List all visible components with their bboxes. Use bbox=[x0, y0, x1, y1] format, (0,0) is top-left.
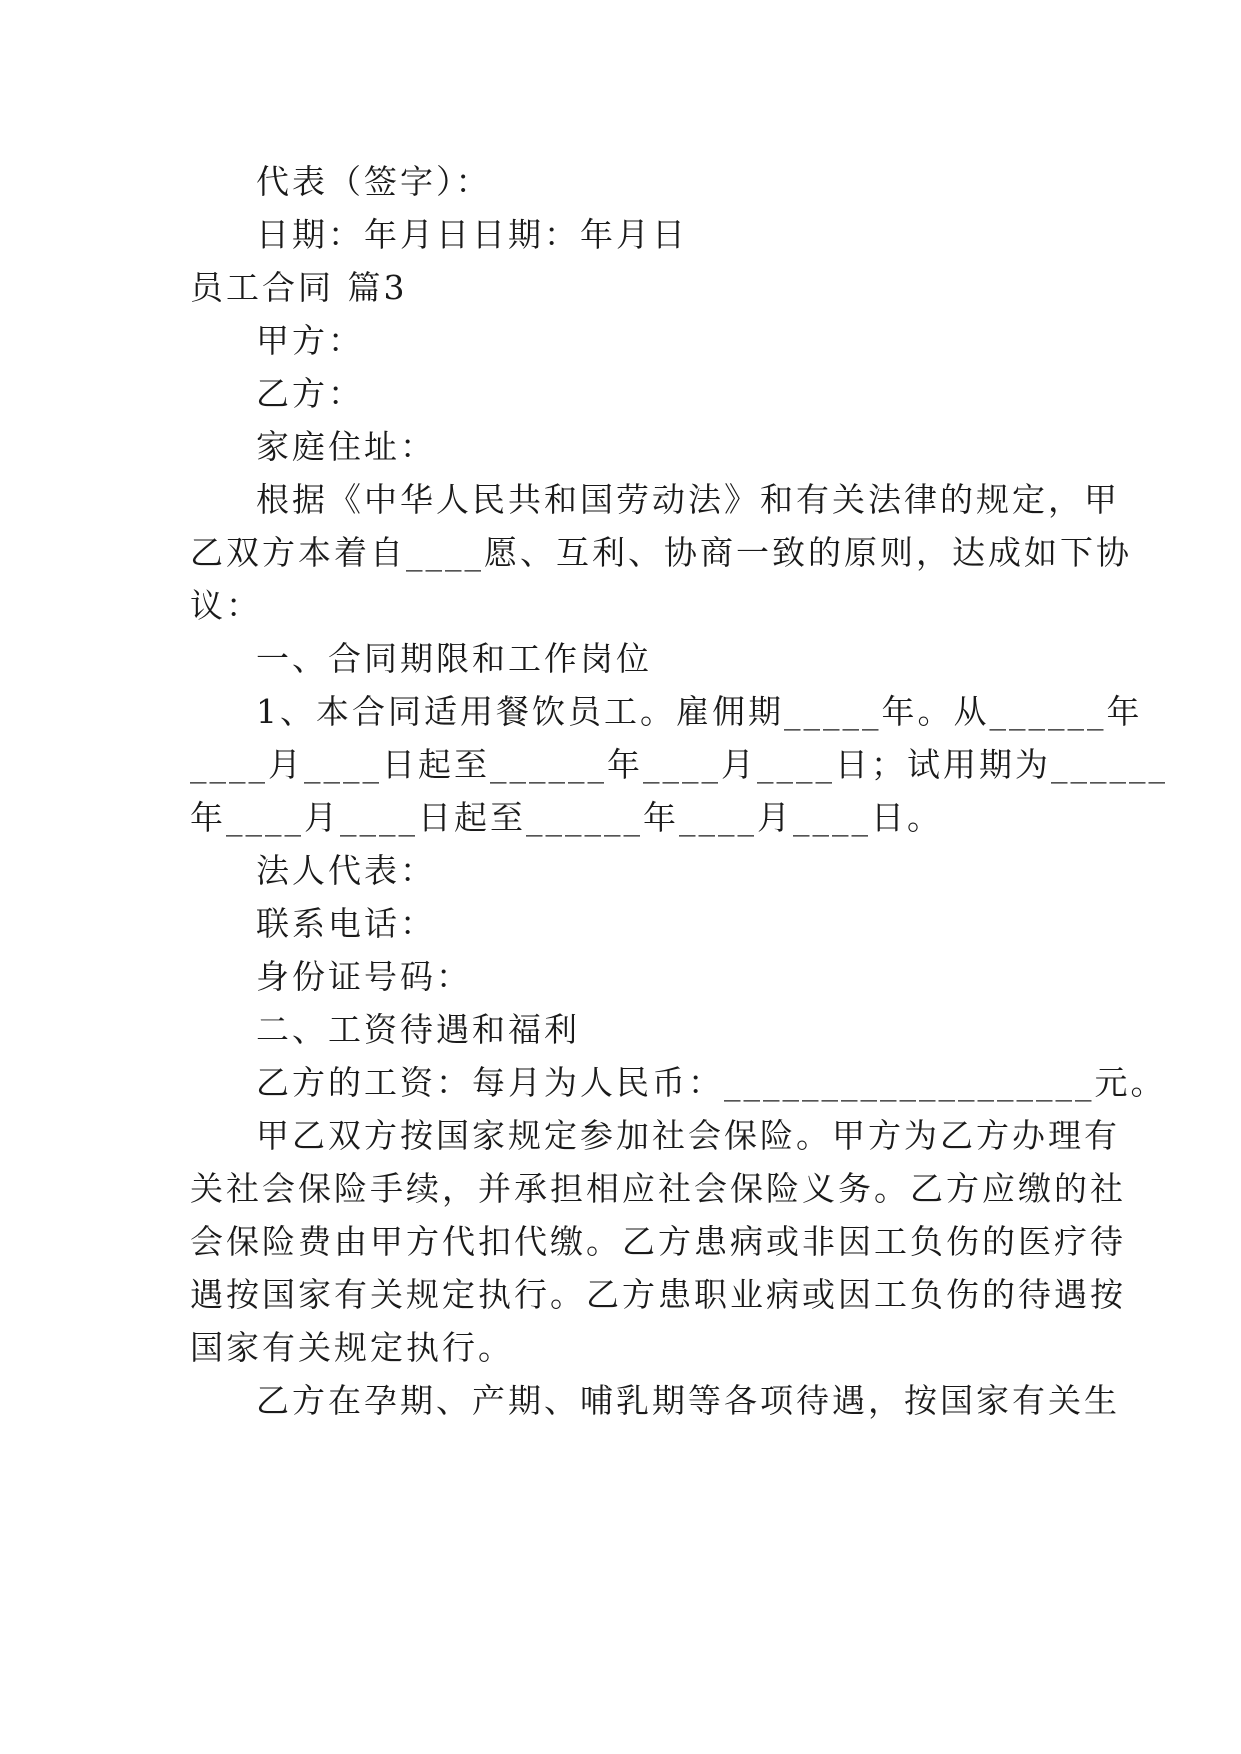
article-1-title: 一、合同期限和工作岗位 bbox=[256, 639, 652, 678]
clause-1-line-2: ____月____日起至______年____月____日；试用期为______ bbox=[190, 745, 1168, 784]
maternity-line-1: 乙方在孕期、产期、哺乳期等各项待遇，按国家有关生 bbox=[256, 1381, 1120, 1420]
insurance-line-4: 遇按国家有关规定执行。乙方患职业病或因工负伤的待遇按 bbox=[190, 1275, 1126, 1314]
rep-signature-line: 代表（签字）： bbox=[256, 162, 492, 201]
id-number-line: 身份证号码： bbox=[256, 957, 472, 996]
party-b-line: 乙方： bbox=[256, 374, 364, 413]
salary-line: 乙方的工资：每月为人民币：___________________元。 bbox=[256, 1063, 1167, 1102]
home-address-line: 家庭住址： bbox=[256, 427, 436, 466]
clause-1-line-1: 1、本合同适用餐饮员工。雇佣期_____年。从______年 bbox=[256, 692, 1143, 731]
intro-line-2: 乙双方本着自____愿、互利、协商一致的原则，达成如下协 bbox=[190, 533, 1132, 572]
insurance-line-1: 甲乙双方按国家规定参加社会保险。甲方为乙方办理有 bbox=[256, 1116, 1120, 1155]
insurance-line-3: 会保险费由甲方代扣代缴。乙方患病或非因工负伤的医疗待 bbox=[190, 1222, 1126, 1261]
legal-rep-line: 法人代表： bbox=[256, 851, 436, 890]
phone-line: 联系电话： bbox=[256, 904, 436, 943]
clause-1-line-3: 年____月____日起至______年____月____日。 bbox=[190, 798, 943, 837]
intro-line-1: 根据《中华人民共和国劳动法》和有关法律的规定，甲 bbox=[256, 480, 1120, 519]
section-heading: 员工合同 篇3 bbox=[190, 268, 408, 307]
date-line: 日期：年月日日期：年月日 bbox=[256, 215, 688, 254]
insurance-line-2: 关社会保险手续，并承担相应社会保险义务。乙方应缴的社 bbox=[190, 1169, 1126, 1208]
party-a-line: 甲方： bbox=[256, 321, 364, 360]
intro-line-3: 议： bbox=[190, 586, 262, 625]
insurance-line-5: 国家有关规定执行。 bbox=[190, 1328, 514, 1367]
article-2-title: 二、工资待遇和福利 bbox=[256, 1010, 580, 1049]
